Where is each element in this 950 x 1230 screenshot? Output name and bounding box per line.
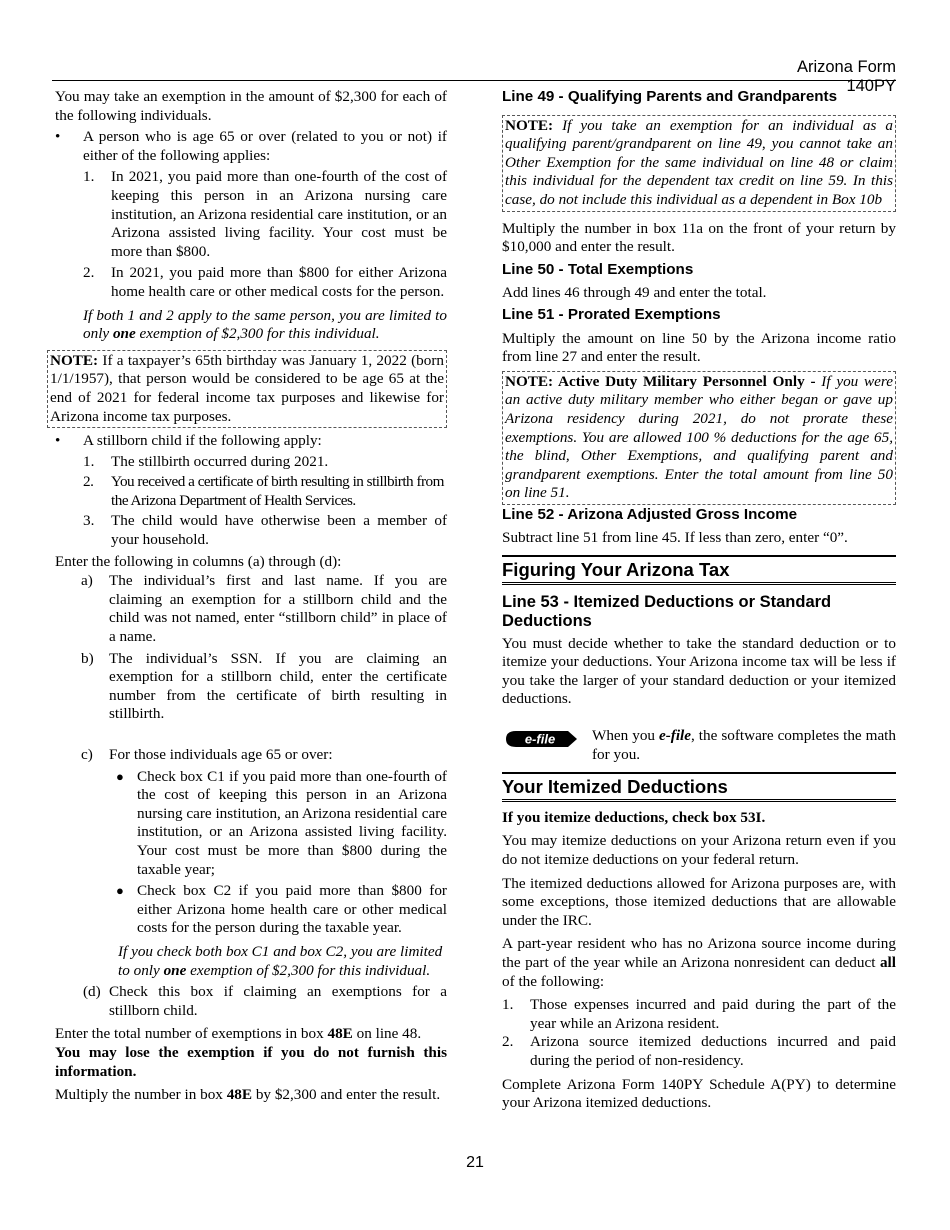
- list-item-number: 2.: [502, 1033, 514, 1051]
- line50-text: Add lines 46 through 49 and enter the total.: [502, 284, 767, 302]
- list-item-text: The stillbirth occurred during 2021.: [111, 452, 329, 470]
- bullet-dot-icon: •: [55, 432, 61, 450]
- item-text: The individual’s first and last name. If you are claiming an exemption for a stillborn child and the child was not named, enter “stillborn child” in place of a name.: [109, 572, 447, 646]
- efile-tip: [502, 727, 896, 764]
- list-item: [55, 264, 447, 301]
- line52-text: Subtract line 51 from line 45. If less than zero, enter “0”.: [502, 529, 848, 547]
- item-text: Check this box if claiming an exemptions for a stillborn child.: [109, 983, 447, 1019]
- birthday-note-box: [47, 350, 447, 428]
- page-number: 21: [466, 1154, 484, 1171]
- item-c-sub2: [55, 882, 447, 938]
- exemption-intro: You may take an exemption in the amount of $2,300 for each of the following individuals.: [55, 88, 447, 124]
- list-item: [502, 996, 896, 1033]
- list-item-number: 1.: [83, 452, 95, 470]
- item-text: For those individuals age 65 or over:: [109, 746, 333, 763]
- c-limit-note: If you check both box C1 and box C2, you are limited to only one exemption of $2,300 for this individual.: [118, 942, 443, 979]
- partyear-paragraph: A part-year resident who has no Arizona source income during the part of the year while an Arizona nonresident can deduct all of the following:: [502, 935, 896, 990]
- section-itemized-deductions: Your Itemized Deductions: [502, 772, 896, 802]
- list-item: [55, 453, 447, 472]
- bullet-dot-icon: ●: [116, 768, 124, 784]
- note-text: If you were an active duty military member who either began or gave up Arizona residency during 2021, do not prorate these exemptions. You are allowed 100 % deductions for the age 65, the blind, Other Exemptions, and qualifying parent and grandparent exemptions. Enter the total amount from line 50 on line 51.: [505, 372, 893, 502]
- list-item-number: 2.: [83, 264, 95, 282]
- note-label: NOTE: Active Duty Military Personnel Only -: [505, 372, 816, 390]
- item-b: [55, 650, 447, 724]
- note-label: NOTE:: [505, 116, 554, 134]
- note-text: If a taxpayer’s 65th birthday was January 1, 2022 (born 1/1/1957), that person would be considered to be age 65 at the end of 2021 for federal income tax purposes and likewise for Arizona income tax purposes.: [50, 351, 444, 425]
- list-item-text: Those expenses incurred and paid during the part of the year while an Arizona resident.: [530, 996, 896, 1032]
- list-item-text: In 2021, you paid more than $800 for either Arizona home health care or other medical costs for the person.: [111, 264, 447, 300]
- itemize-paragraph-2: The itemized deductions allowed for Arizona purposes are, with some exceptions, those itemized deductions that are allowable under the IRC.: [502, 874, 896, 929]
- form-title: Arizona Form 140PY: [796, 58, 896, 95]
- line53-text: You must decide whether to take the standard deduction or to itemize your deductions. Your Arizona income tax will be less if you take the larger of your standard deduction or your itemized deductions.: [502, 634, 896, 708]
- list-item-text: In 2021, you paid more than one-fourth of the cost of keeping this person in an Arizona nursing care institution, an Arizona residential care institution, or an Arizona assisted living facility. Your cost must be more than $800.: [111, 168, 447, 260]
- list-item: [502, 1033, 896, 1070]
- line50-heading: Line 50 - Total Exemptions: [502, 260, 694, 278]
- right-column: [502, 88, 896, 1113]
- line51-text: Multiply the amount on line 50 by the Arizona income ratio from line 27 and enter the result.: [502, 329, 896, 366]
- item-label: c): [81, 746, 93, 763]
- line51-heading: Line 51 - Prorated Exemptions: [502, 305, 721, 323]
- item-label: (d): [83, 983, 101, 1001]
- item-c-sub1: [55, 768, 447, 880]
- item-text: Check box C1 if you paid more than one-fourth of the cost of keeping this person in an Arizona nursing care institution, an Arizona residential care institution, or an Arizona assisted living facility. Your cost must be more than $800 during the taxable year;: [137, 767, 447, 878]
- military-note-box: [502, 371, 896, 505]
- list-item-number: 3.: [83, 512, 95, 530]
- warning-text: You may lose the exemption if you do not furnish this information.: [55, 1043, 447, 1080]
- item-label: a): [81, 572, 93, 590]
- item-label: b): [81, 649, 94, 667]
- efile-text: When you e-file, the software completes the math for you.: [592, 727, 896, 763]
- list-item: [55, 512, 447, 549]
- efile-badge-label: e-file: [524, 731, 556, 747]
- list-item: [55, 473, 447, 510]
- item-d: [55, 983, 447, 1020]
- multiply-instruction: Multiply the number in box 48E by $2,300 and enter the result.: [55, 1086, 441, 1104]
- item-a: [55, 572, 447, 646]
- list-item-text: You received a certificate of birth resulting in stillbirth from the Arizona Department of Health Services.: [111, 473, 444, 509]
- efile-badge-icon: [502, 729, 578, 749]
- item-text: Check box C2 if you paid more than $800 for either Arizona home health care or other medical costs for the person during the taxable year.: [137, 882, 447, 937]
- line53-heading: Line 53 - Itemized Deductions or Standard Deductions: [502, 592, 832, 630]
- line49-note-box: [502, 115, 896, 212]
- list-item-number: 1.: [83, 168, 95, 186]
- header-rule: [52, 80, 896, 81]
- item-c: [55, 746, 447, 765]
- section-figuring-tax: Figuring Your Arizona Tax: [502, 555, 896, 585]
- bullet-dot-icon: •: [55, 128, 61, 146]
- bullet-stillborn-text: A stillborn child if the following apply:: [83, 432, 322, 450]
- list-item-text: The child would have otherwise been a member of your household.: [111, 512, 447, 549]
- itemize-paragraph-1: You may itemize deductions on your Arizona return even if you do not itemize deductions on your federal return.: [502, 832, 896, 868]
- list-item-text: Arizona source itemized deductions incurred and paid during the period of non-residency.: [530, 1033, 896, 1069]
- itemize-checkbox-instruction: If you itemize deductions, check box 53I.: [502, 808, 766, 826]
- schedule-instruction: Complete Arizona Form 140PY Schedule A(PY) to determine your Arizona itemized deductions.: [502, 1075, 896, 1112]
- list-item-number: 1.: [502, 996, 514, 1014]
- limit-note: If both 1 and 2 apply to the same person, you are limited to only one exemption of $2,300 for this individual.: [83, 306, 447, 343]
- list-item: [55, 168, 447, 261]
- bullet-dot-icon: ●: [116, 883, 124, 899]
- total-instruction: Enter the total number of exemptions in box 48E on line 48.: [55, 1025, 422, 1043]
- line52-heading: Line 52 - Arizona Adjusted Gross Income: [502, 505, 798, 523]
- note-text: If you take an exemption for an individual as a qualifying parent/grandparent on line 49, you cannot take an Other Exemption for the same individual on line 48 or claim this individual for the dependent tax credit on line 59. In this case, do not include this individual as a dependent in Box 10b: [505, 116, 893, 208]
- left-column: [50, 88, 447, 1105]
- list-item-number: 2.: [83, 473, 94, 491]
- columns-intro: Enter the following in columns (a) through (d):: [55, 552, 342, 570]
- note-label: NOTE:: [50, 351, 99, 369]
- line49-heading: Line 49 - Qualifying Parents and Grandparents: [502, 88, 838, 105]
- item-text: The individual’s SSN. If you are claiming an exemption for a stillborn child, enter the certificate number from the certificate of birth resulting in stillbirth.: [109, 649, 447, 723]
- bullet-age65: [55, 128, 447, 165]
- bullet-stillborn: [55, 432, 447, 451]
- bullet-age65-text: A person who is age 65 or over (related to you or not) if either of the following applies:: [83, 128, 447, 164]
- line49-text: Multiply the number in box 11a on the front of your return by $10,000 and enter the result.: [502, 219, 896, 256]
